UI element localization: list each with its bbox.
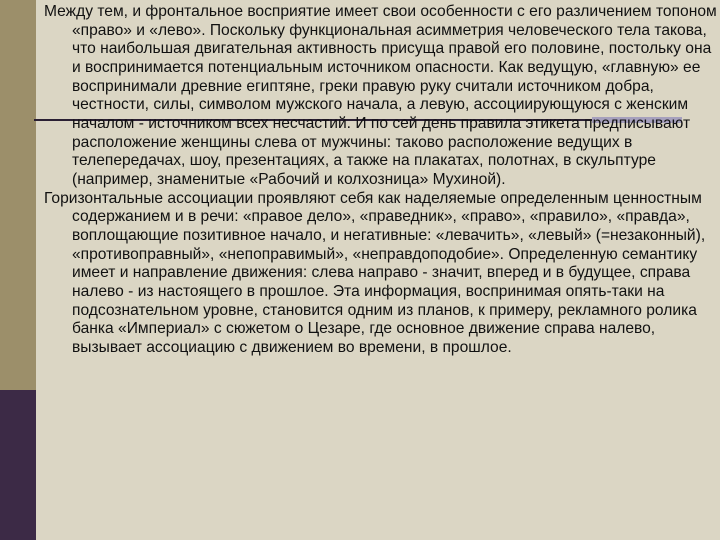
- paragraph-horizontal-associations: Горизонтальные ассоциации проявляют себя как наделяемые определенным ценностным содержанием и в речи: «правое дело», «праведник», «право», «правило», «правда», воплощающие позитивное начало, и негативные: «левачить», «левый» (=незаконный), «противоправный», «непоправимый», «неправдоподобие». Определенную семантику имеет и направление движения: слева направо - значит, вперед и в будущее, справа налево - из настоящего в прошлое. Эта информация, воспринимая опять-таки на подсознательном уровне, становится одним из планов, к примеру, рекламного ролика банка «Империал» с сюжетом о Цезаре, где основное движение справа налево, вызывает ассоциацию с движением во времени, в прошлое.: [44, 189, 706, 356]
- slide-body: [44, 3, 718, 357]
- paragraph-frontal-perception: Между тем, и фронтальное восприятие имеет свои особенности с его различением топоном «право» и «лево». Поскольку функциональная асимметрия человеческого тела такова, что наибольшая двигательная активность присуща правой его половине, постольку она и воспринимается потенциальным источником опасности. Как ведущую, «главную» ее воспринимали древние египтяне, греки правую руку считали источником добра, честности, силы, символом мужского начала, а левую, ассоциирующуюся с женским началом - источником всех несчастий. И по сей день правила этикета предписывают расположение женщины слева от мужчины: таково расположение ведущих в телепередачах, шоу, презентациях, а также на плакатах, полотнах, в скульптуре (например, знаменитые «Рабочий и колхозница» Мухиной).: [44, 3, 717, 188]
- decorative-left-bar-dark: [0, 390, 36, 540]
- decorative-left-bar: [0, 0, 36, 390]
